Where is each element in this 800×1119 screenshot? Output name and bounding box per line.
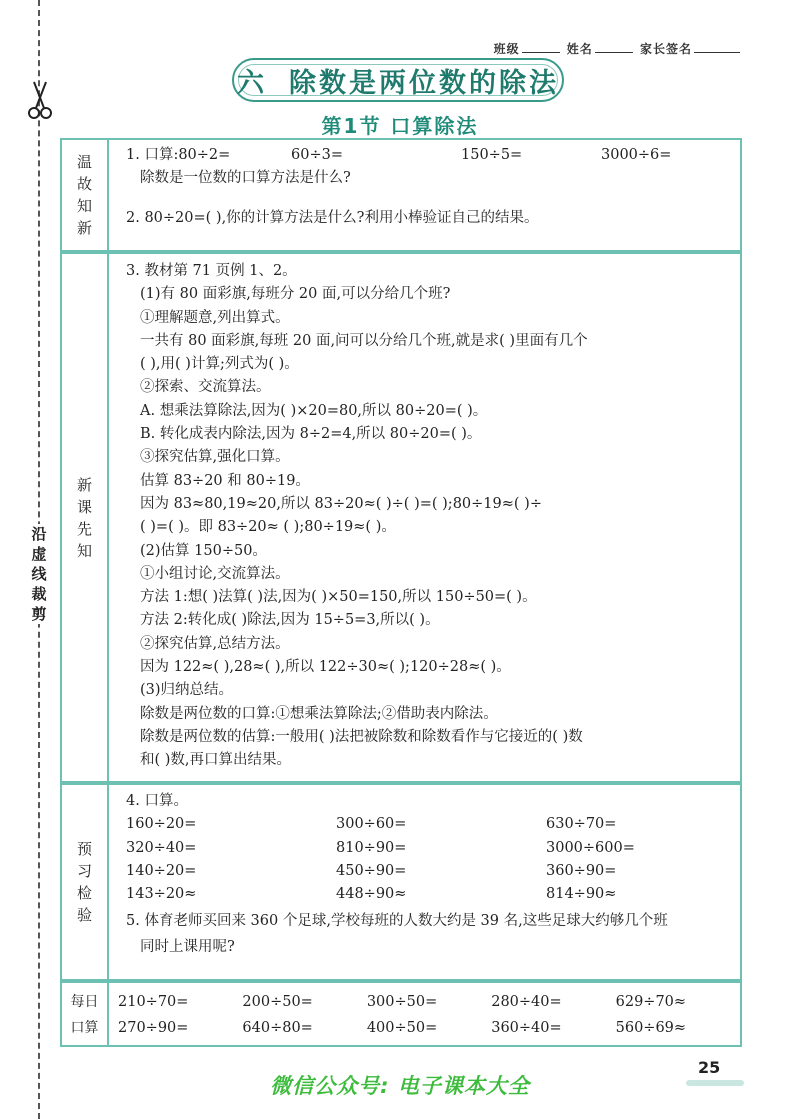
lesson-line: 3. 教材第 71 页例 1、2。 xyxy=(126,263,297,279)
lesson-line: 因为 122≈( ),28≈( ),所以 122÷30≈( );120÷28≈( )。 xyxy=(140,659,511,676)
review-q2: 2. 80÷20=( ),你的计算方法是什么?利用小棒验证自己的结果。 xyxy=(126,209,539,226)
lesson-line: A. 想乘法算除法,因为( )×20=80,所以 80÷20=( )。 xyxy=(140,402,488,419)
cut-label: 沿虚线裁剪 xyxy=(31,525,47,623)
lesson-line: ①理解题意,列出算式。 xyxy=(140,309,290,326)
daily-row: 270÷90= 640÷80= 400÷50= 360÷40= 560÷69≈ xyxy=(118,1020,687,1036)
lesson-line: 除数是两位数的估算:一般用( )法把被除数和除数看作与它接近的( )数 xyxy=(140,728,583,745)
lesson-line: (1)有 80 面彩旗,每班分 20 面,可以分给几个班? xyxy=(140,286,451,303)
new-lesson-label: 新课先知 xyxy=(62,254,109,781)
lesson-line: ①小组讨论,交流算法。 xyxy=(140,565,290,582)
lesson-line: ③探究估算,强化口算。 xyxy=(140,449,290,466)
review-section xyxy=(60,138,742,252)
page-number: 25 xyxy=(698,1058,721,1077)
lesson-line: 因为 83≈80,19≈20,所以 83÷20≈( )÷( )=( );80÷19≈( )÷ xyxy=(140,495,542,512)
lesson-line: 估算 83÷20 和 80÷19。 xyxy=(140,472,310,489)
review-q1-row: 1. 口算:80÷2= 60÷3= 150÷5= 3000÷6= xyxy=(126,147,672,163)
class-field[interactable] xyxy=(522,52,560,53)
preview-section xyxy=(60,783,742,981)
lesson-line: ( ),用( )计算;列式为( )。 xyxy=(140,356,299,373)
daily-row: 210÷70= 200÷50= 300÷50= 280÷40= 629÷70≈ xyxy=(118,994,687,1010)
q5-line: 5. 体育老师买回来 360 个足球,学校每班的人数大约是 39 名,这些足球大约够几个班 xyxy=(126,913,668,930)
lesson-line: ②探究估算,总结方法。 xyxy=(140,635,290,652)
lesson-line: 方法 2:转化成( )除法,因为 15÷5=3,所以( )。 xyxy=(140,612,440,629)
daily-section xyxy=(60,981,742,1047)
review-label: 温故知新 xyxy=(62,140,109,250)
name-label: 姓名 xyxy=(566,42,593,56)
lesson-line: 和( )数,再口算出结果。 xyxy=(140,752,292,769)
student-info-fields xyxy=(494,40,742,57)
preview-label: 预习检验 xyxy=(62,785,109,979)
name-field[interactable] xyxy=(595,52,633,53)
watermark-text: 微信公众号: 电子课本大全 xyxy=(270,1074,530,1098)
q4-row: 160÷20= 300÷60= 630÷70= xyxy=(126,816,617,833)
parent-signature-label: 家长签名 xyxy=(639,42,692,56)
lesson-line: (3)归纳总结。 xyxy=(140,682,234,699)
review-q1-question: 除数是一位数的口算方法是什么? xyxy=(140,170,351,187)
q4-row: 143÷20≈ 448÷90≈ 814÷90≈ xyxy=(126,886,617,903)
lesson-line: 一共有 80 面彩旗,每班 20 面,问可以分给几个班,就是求( )里面有几个 xyxy=(140,332,588,349)
class-label: 班级 xyxy=(493,42,520,56)
q4-row: 320÷40= 810÷90= 3000÷600= xyxy=(126,839,635,856)
lesson-line: 方法 1:想( )法算( )法,因为( )×50=150,所以 150÷50=( )。 xyxy=(140,589,537,606)
chapter-number: 六 xyxy=(237,67,267,99)
lesson-line: B. 转化成表内除法,因为 8÷2=4,所以 80÷20=( )。 xyxy=(140,426,482,443)
lesson-line: ②探索、交流算法。 xyxy=(140,379,271,396)
chapter-title-banner xyxy=(232,58,564,102)
q4-row: 140÷20= 450÷90= 360÷90= xyxy=(126,862,617,879)
new-lesson-section xyxy=(60,252,742,783)
q4-title: 4. 口算。 xyxy=(126,793,188,809)
section-title: 第1节 口算除法 xyxy=(321,114,479,138)
q5-line: 同时上课用呢? xyxy=(140,939,235,956)
lesson-line: (2)估算 150÷50。 xyxy=(140,542,267,559)
lesson-line: ( )=( )。即 83÷20≈ ( );80÷19≈( )。 xyxy=(140,519,396,536)
chapter-title: 除数是两位数的除法 xyxy=(289,67,559,99)
lesson-line: 除数是两位数的口算:①想乘法算除法;②借助表内除法。 xyxy=(140,705,498,722)
parent-signature-field[interactable] xyxy=(694,52,740,53)
daily-label: 每日 口算 xyxy=(62,983,109,1045)
